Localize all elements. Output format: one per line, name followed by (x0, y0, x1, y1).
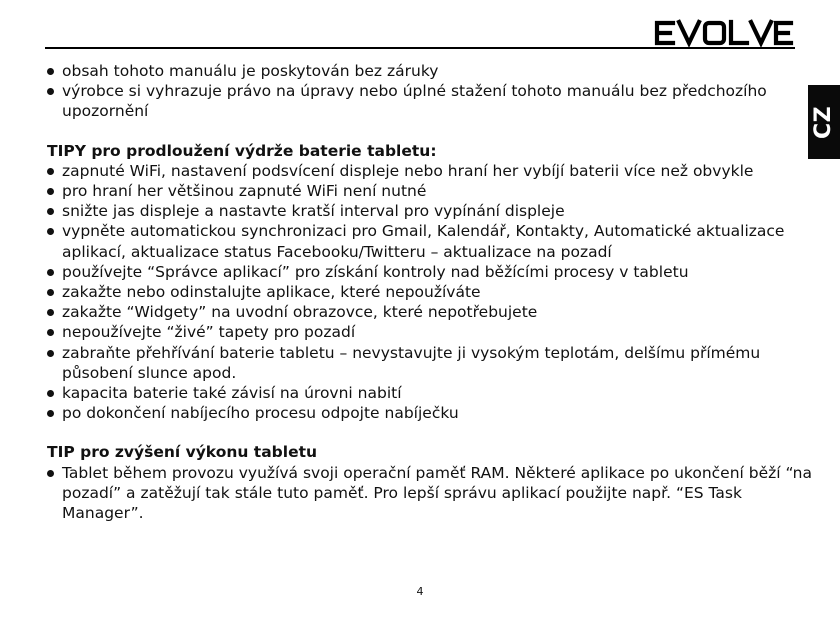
battery-tips-heading: TIPY pro prodloužení výdrže baterie tabletu: (47, 141, 437, 160)
list-item-line: pro hraní her většinou zapnuté WiFi není nutné (62, 182, 427, 201)
battery-tips-list (47, 161, 802, 424)
list-item-line: zapnuté WiFi, nastavení podsvícení displeje nebo hraní her vybíjí baterii více než obvykle (62, 161, 754, 180)
list-item-line: zakažte “Widgety” na uvodní obrazovce, které nepotřebujete (62, 303, 538, 322)
list-item (47, 383, 802, 403)
list-item (47, 343, 802, 383)
list-item-line: zakažte nebo odinstalujte aplikace, které nepoužíváte (62, 283, 481, 302)
performance-tip-list (47, 463, 813, 524)
disclaimer-list (47, 61, 802, 122)
list-item (47, 282, 802, 302)
list-item-line: Tablet během provozu využívá svoji operační paměť RAM. Některé aplikace po ukončení běží “na (62, 463, 813, 482)
list-item-line: obsah tohoto manuálu je poskytován bez záruky (62, 62, 439, 80)
list-item-line: kapacita baterie také závisí na úrovni nabití (62, 384, 402, 403)
list-item (47, 201, 802, 221)
list-item-line: vypněte automatickou synchronizaci pro Gmail, Kalendář, Kontakty, Automatické aktualizace (62, 222, 785, 241)
list-item-line: používejte “Správce aplikací” pro získání kontroly nad běžícími procesy v tabletu (62, 262, 689, 281)
list-item (47, 181, 802, 201)
header-rule (45, 47, 795, 49)
list-item-line: pozadí” a zatěžují tak stále tuto paměť. Pro lepší správu aplikací použijte např. “ES Task (62, 483, 742, 502)
manual-content (47, 61, 813, 523)
list-item (47, 403, 802, 423)
list-item-line: snižte jas displeje a nastavte kratší interval pro vypínání displeje (62, 202, 565, 221)
list-item (47, 81, 802, 121)
list-item-line: působení slunce apod. (62, 363, 237, 382)
list-item-line: po dokončení nabíjecího procesu odpojte nabíječku (62, 404, 459, 423)
language-tab-label: CZ (811, 105, 837, 139)
list-item (47, 221, 802, 261)
list-item-line: nepoužívejte “živé” tapety pro pozadí (62, 323, 356, 342)
performance-tip-heading: TIP pro zvýšení výkonu tabletu (47, 443, 318, 462)
list-item (47, 161, 802, 181)
evolve-logo (652, 19, 794, 47)
list-item (47, 463, 813, 524)
list-item-line: Manager”. (62, 504, 144, 523)
list-item (47, 302, 802, 322)
list-item-line: aplikací, aktualizace status Facebooku/Twitteru – aktualizace na pozadí (62, 242, 612, 261)
page-number: 4 (416, 585, 424, 598)
list-item-line: upozornění (62, 102, 149, 121)
list-item (47, 262, 802, 282)
list-item-line: výrobce si vyhrazuje právo na úpravy nebo úplné stažení tohoto manuálu bez předchozího (62, 82, 767, 101)
list-item (47, 322, 802, 342)
language-tab (808, 85, 840, 159)
list-item (47, 61, 802, 81)
list-item-line: zabraňte přehřívání baterie tabletu – nevystavujte ji vysokým teplotám, delšímu přímému (62, 343, 761, 362)
